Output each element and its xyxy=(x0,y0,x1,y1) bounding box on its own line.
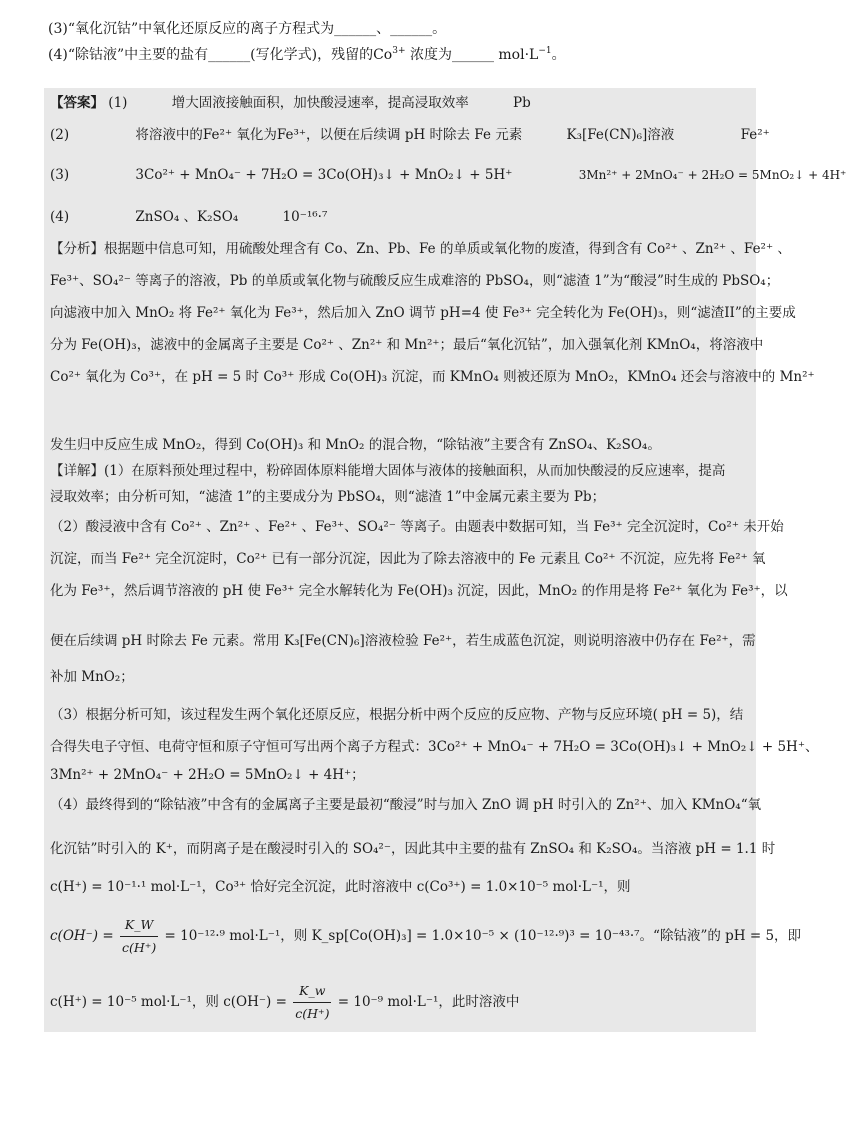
detail-line-7: 补加 MnO₂； xyxy=(50,669,134,685)
detail-line-2: 浸取效率；由分析可知，“滤渣 1”的主要成分为 PbSO₄，则“滤渣 1”中金属元素主要为 Pb； xyxy=(50,489,606,505)
answer-1-number: (1) xyxy=(108,95,128,111)
fraction-kw-over-h xyxy=(120,914,158,959)
analysis-line-6: 发生归中反应生成 MnO₂，得到 Co(OH)₃ 和 MnO₂ 的混合物，“除钴液”主要含有 ZnSO₄、K₂SO₄。 xyxy=(50,437,661,453)
answer-line-4 xyxy=(50,208,327,226)
question-3 xyxy=(48,18,446,38)
answer-panel xyxy=(44,88,846,1032)
detail-line-10: 3Mn²⁺ + 2MnO₄⁻ + 2H₂O = 5MnO₂↓ + 4H⁺； xyxy=(50,767,365,783)
question-4: (4)“除钴液”中主要的盐有______(写化学式)，残留的$Co^{3+}$ 浓度为______ $mol\cdot L^{-1}$。 xyxy=(48,46,566,63)
fraction-numerator-2: K_w xyxy=(293,980,331,1003)
fraction-denominator: c(H⁺) xyxy=(121,940,157,955)
answer-3-number: (3) xyxy=(50,167,70,183)
detail-line-14 xyxy=(50,914,801,959)
answer-line-3 xyxy=(50,166,846,184)
question-4-text-c: 。 xyxy=(551,47,566,63)
detail-15-lhs: c(H⁺) = 10⁻⁵ mol·L⁻¹，则 c(OH⁻) = xyxy=(50,994,287,1010)
detail-line-4: 沉淀，而当 Fe²⁺ 完全沉淀时，Co²⁺ 已有一部分沉淀，因此为了除去溶液中的 Fe 元素且 Co²⁺ 不沉淀，应先将 Fe²⁺ 氧 xyxy=(50,551,766,567)
question-4-text-b: 浓度为______ mol·L xyxy=(409,47,539,63)
analysis-line-5: Co²⁺ 氧化为 Co³⁺，在 pH = 5 时 Co³⁺ 形成 Co(OH)₃ 沉淀，而 KMnO₄ 则被还原为 MnO₂，KMnO₄ 还会与溶液中的 Mn²⁺ xyxy=(50,369,815,385)
answer-1-pb: Pb xyxy=(513,95,531,111)
answer-2-number: (2) xyxy=(50,127,70,143)
answer-4-concentration: 10⁻¹⁶·⁷ xyxy=(282,209,328,225)
detail-14-lhs: c(OH⁻) = xyxy=(50,928,114,944)
analysis-line-2: Fe³⁺、SO₄²⁻ 等离子的溶液，Pb 的单质或氧化物与硫酸反应生成难溶的 PbSO₄，则“滤渣 1”为“酸浸”时生成的 PbSO₄； xyxy=(50,273,780,289)
answer-3-equation-2: 3Mn²⁺ + 2MnO₄⁻ + 2H₂O = 5MnO₂↓ + 4H⁺ xyxy=(578,168,846,182)
analysis-line-1: 【分析】根据题中信息可知，用硫酸处理含有 Co、Zn、Pb、Fe 的单质或氧化物的废渣，得到含有 Co²⁺ 、Zn²⁺ 、Fe²⁺ 、 xyxy=(50,241,791,257)
answer-2-ion: Fe²⁺ xyxy=(740,127,770,143)
analysis-line-4: 分为 Fe(OH)₃，滤液中的金属离子主要是 Co²⁺ 、Zn²⁺ 和 Mn²⁺；最后“氧化沉钴”，加入强氧化剂 KMnO₄，将溶液中 xyxy=(50,337,764,353)
question-3-text: (3)“氧化沉钴”中氧化还原反应的离子方程式为______、______。 xyxy=(48,21,447,37)
answer-2-reagent: K₃[Fe(CN)₆]溶液 xyxy=(566,127,675,143)
fraction-kw-over-h-2 xyxy=(293,980,331,1025)
detail-line-8: （3）根据分析可知，该过程发生两个氧化还原反应，根据分析中两个反应的反应物、产物与反应环境( pH = 5)，结 xyxy=(50,707,744,723)
answer-line-2 xyxy=(50,126,770,144)
detail-line-12: 化沉钴”时引入的 K⁺，而阴离子是在酸浸时引入的 SO₄²⁻，因此其中主要的盐有 ZnSO₄ 和 K₂SO₄。当溶液 pH = 1.1 时 xyxy=(50,841,776,857)
detail-line-3: （2）酸浸液中含有 Co²⁺ 、Zn²⁺ 、Fe²⁺ 、Fe³⁺、SO₄²⁻ 等离子。由题表中数据可知，当 Fe³⁺ 完全沉淀时，Co²⁺ 未开始 xyxy=(50,519,784,535)
answer-3-equation-1: 3Co²⁺ + MnO₄⁻ + 7H₂O = 3Co(OH)₃↓ + MnO₂↓ + 5H⁺ xyxy=(135,167,513,183)
answer-label: 【答案】 xyxy=(50,95,104,111)
answer-2-text: 将溶液中的Fe²⁺ 氧化为Fe³⁺，以便在后续调 pH 时除去 Fe 元素 xyxy=(135,127,523,143)
answer-4-salts: ZnSO₄ 、K₂SO₄ xyxy=(135,209,239,225)
detail-15-rest: = 10⁻⁹ mol·L⁻¹，此时溶液中 xyxy=(337,994,520,1010)
detail-line-15 xyxy=(50,980,519,1025)
detail-line-11: （4）最终得到的“除钴液”中含有的金属离子主要是最初“酸浸”时与加入 ZnO 调 pH 时引入的 Zn²⁺、加入 KMnO₄“氧 xyxy=(50,797,762,813)
fraction-numerator: K_W xyxy=(120,914,158,937)
answer-4-number: (4) xyxy=(50,209,70,225)
detail-14-rest: = 10⁻¹²·⁹ mol·L⁻¹，则 K_sp[Co(OH)₃] = 1.0×10⁻⁵ × (10⁻¹²·⁹)³ = 10⁻⁴³·⁷。“除钴液”的 pH = 5，即 xyxy=(164,928,802,944)
detail-line-13: c(H⁺) = 10⁻¹·¹ mol·L⁻¹，Co³⁺ 恰好完全沉淀，此时溶液中 c(Co³⁺) = 1.0×10⁻⁵ mol·L⁻¹，则 xyxy=(50,879,631,895)
fraction-denominator-2: c(H⁺) xyxy=(295,1006,330,1021)
detail-line-9: 合得失电子守恒、电荷守恒和原子守恒可写出两个离子方程式：3Co²⁺ + MnO₄⁻ + 7H₂O = 3Co(OH)₃↓ + MnO₂↓ + 5H⁺、 xyxy=(50,739,819,755)
detail-line-6: 便在后续调 pH 时除去 Fe 元素。常用 K₃[Fe(CN)₆]溶液检验 Fe²⁺，若生成蓝色沉淀，则说明溶液中仍存在 Fe²⁺，需 xyxy=(50,633,756,649)
question-4-text-a: (4)“除钴液”中主要的盐有______(写化学式)，残留的 xyxy=(48,47,374,63)
detail-line-1: 【详解】(1）在原料预处理过程中，粉碎固体原料能增大固体与液体的接触面积，从而加快酸浸的反应速率，提高 xyxy=(50,463,726,479)
answer-1-text: 增大固液接触面积，加快酸浸速率，提高浸取效率 xyxy=(171,95,469,111)
detail-line-5: 化为 Fe³⁺，然后调节溶液的 pH 使 Fe³⁺ 完全水解转化为 Fe(OH)₃ 沉淀，因此，MnO₂ 的作用是将 Fe²⁺ 氧化为 Fe³⁺，以 xyxy=(50,583,788,599)
analysis-line-3: 向滤液中加入 MnO₂ 将 Fe²⁺ 氧化为 Fe³⁺，然后加入 ZnO 调节 pH=4 使 Fe³⁺ 完全转化为 Fe(OH)₃，则“滤渣II”的主要成 xyxy=(50,305,796,321)
answer-line-1 xyxy=(50,94,531,112)
